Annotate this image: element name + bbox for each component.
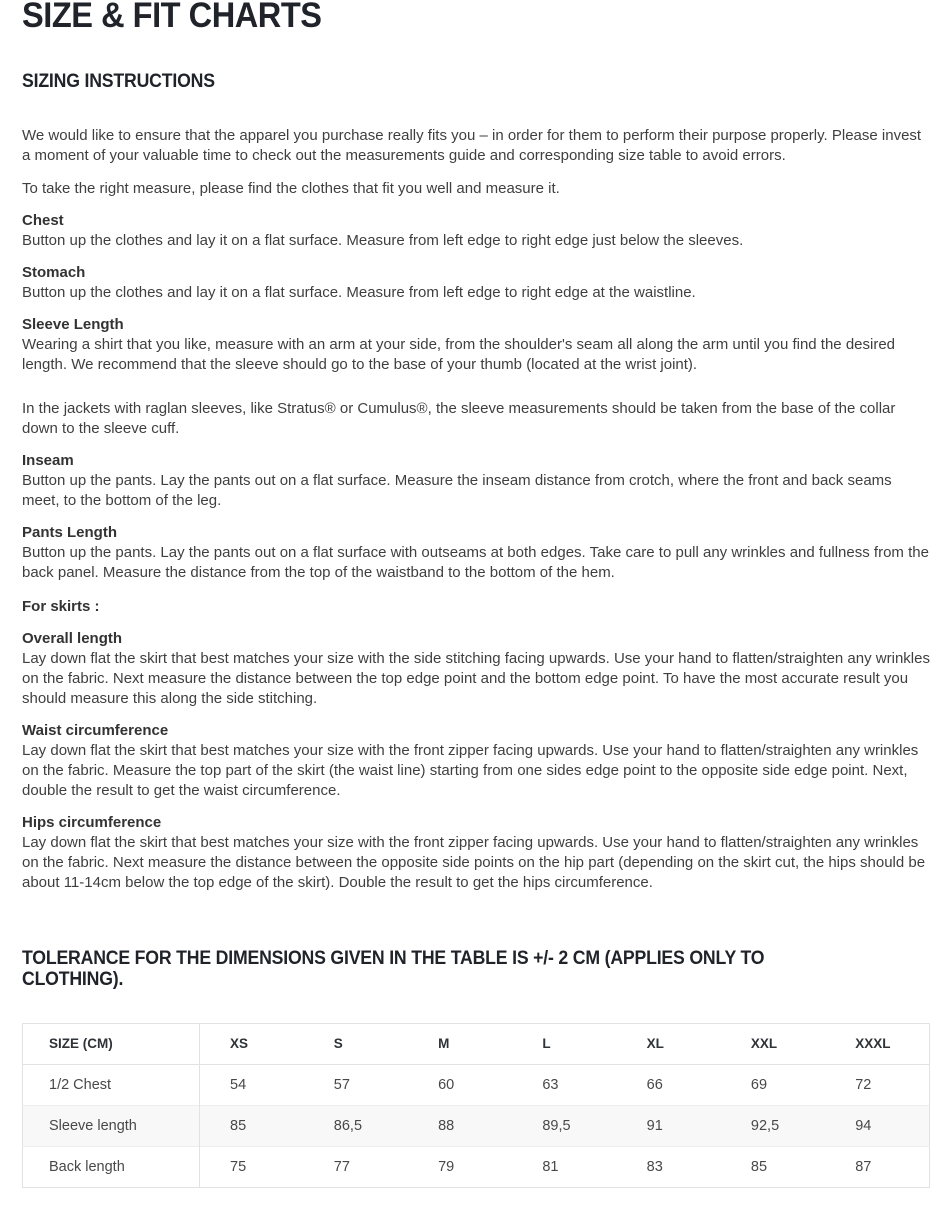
measure-text-hips-circumference: Lay down flat the skirt that best matches your size with the front zipper facing upwards. Use your hand to flatten/straighten any wrinkles on the fabric. Next measure the distance between the opposite side points on the hip part (depending on the skirt cut, the hips should be about 11-14cm below the top edge of the skirt). Double the result to get the hips circumference.: [22, 833, 926, 891]
cell-half-chest-s: 57: [333, 1076, 350, 1093]
cell-half-chest-xxxl: 72: [855, 1076, 872, 1093]
cell-sleeve-length-s: 86,5: [333, 1117, 363, 1134]
row-label-sleeve-length: Sleeve length: [23, 1105, 200, 1146]
table-row-sleeve-length: [23, 1105, 930, 1146]
cell-back-length-xxl: 85: [750, 1158, 768, 1175]
cell-back-length-m: 79: [438, 1158, 455, 1175]
measure-label-waist-circumference: Waist circumference: [22, 721, 169, 739]
measure-text-stomach: Button up the clothes and lay it on a flat surface. Measure from left edge to right edge at the waistline.: [22, 283, 696, 301]
intro-paragraph-1: We would like to ensure that the apparel you purchase really fits you – in order for them to perform their purpose properly. Please invest a moment of your valuable time to check out the measurements guide and corresponding size table to avoid errors.: [22, 126, 922, 164]
size-table-body: [23, 1064, 930, 1187]
size-table: [22, 1023, 930, 1188]
column-header-size-cm: SIZE (CM): [23, 1023, 200, 1064]
cell-back-length-xs: 75: [230, 1158, 247, 1175]
measure-block-stomach: [22, 263, 930, 303]
cell-half-chest-m: 60: [438, 1076, 455, 1093]
column-header-xl: XL: [646, 1036, 664, 1052]
measure-block-hips-circumference: [22, 813, 930, 893]
measure-text-inseam: Button up the pants. Lay the pants out on a flat surface. Measure the inseam distance from crotch, where the front and back seams meet, to the bottom of the leg.: [22, 471, 892, 509]
table-row-half-chest: [23, 1064, 930, 1105]
row-label-back-length: Back length: [23, 1146, 200, 1187]
column-header-xxl: XXL: [750, 1036, 778, 1052]
size-table-header: [23, 1023, 930, 1064]
measure-block-sleeve-length: [22, 315, 930, 375]
column-header-l: L: [542, 1036, 551, 1052]
measure-label-inseam: Inseam: [22, 451, 74, 469]
measure-text-chest: Button up the clothes and lay it on a flat surface. Measure from left edge to right edge just below the sleeves.: [22, 231, 744, 249]
sizing-instructions-heading: SIZING INSTRUCTIONS: [22, 71, 215, 92]
cell-half-chest-xs: 54: [230, 1076, 247, 1093]
cell-back-length-l: 81: [542, 1158, 559, 1175]
cell-half-chest-xxl: 69: [750, 1076, 768, 1093]
column-header-s: S: [333, 1036, 343, 1052]
measure-block-overall-length: [22, 629, 930, 709]
cell-back-length-xl: 83: [646, 1158, 663, 1175]
measure-text-sleeve-length: Wearing a shirt that you like, measure with an arm at your side, from the shoulder's seam all along the arm until you find the desired length. We recommend that the sleeve should go to the base of your thumb (located at the wrist joint).: [22, 335, 896, 373]
measure-block-chest: [22, 211, 930, 251]
skirts-section-label: For skirts :: [22, 597, 100, 615]
raglan-sleeves-note: In the jackets with raglan sleeves, like Stratus® or Cumulus®, the sleeve measurements should be taken from the base of the collar down to the sleeve cuff.: [22, 399, 896, 437]
tolerance-heading: TOLERANCE FOR THE DIMENSIONS GIVEN IN THE TABLE IS +/- 2 CM (APPLIES ONLY TO CLOTHING).: [22, 947, 765, 990]
cell-sleeve-length-xxxl: 94: [855, 1117, 872, 1134]
column-header-xxxl: XXXL: [855, 1036, 891, 1052]
cell-sleeve-length-l: 89,5: [542, 1117, 571, 1134]
measure-label-chest: Chest: [22, 211, 64, 229]
cell-half-chest-l: 63: [542, 1076, 559, 1093]
sizing-instructions-section: [22, 72, 930, 893]
row-label-half-chest: 1/2 Chest: [23, 1064, 200, 1105]
table-row-back-length: [23, 1146, 930, 1187]
measure-label-hips-circumference: Hips circumference: [22, 813, 162, 831]
size-table-header-row: [23, 1023, 930, 1064]
cell-back-length-xxxl: 87: [855, 1158, 872, 1175]
measure-label-stomach: Stomach: [22, 263, 86, 281]
cell-sleeve-length-xl: 91: [646, 1117, 663, 1134]
measure-text-overall-length: Lay down flat the skirt that best matches your size with the side stitching facing upwards. Use your hand to flatten/straighten any wrinkles on the fabric. Next measure the distance between the top edge point and the bottom edge point. To have the most accurate result you should measure this along the side stitching.: [22, 649, 930, 707]
cell-back-length-s: 77: [333, 1158, 350, 1175]
measure-text-pants-length: Button up the pants. Lay the pants out on a flat surface with outseams at both edges. Take care to pull any wrinkles and fullness from the back panel. Measure the distance from the top of the waistband to the bottom of the hem.: [22, 543, 929, 581]
measure-label-sleeve-length: Sleeve Length: [22, 315, 124, 333]
measure-block-waist-circumference: [22, 721, 930, 801]
column-header-m: M: [438, 1036, 450, 1052]
measure-label-pants-length: Pants Length: [22, 523, 118, 541]
measure-block-inseam: [22, 451, 930, 511]
page-title: SIZE & FIT CHARTS: [22, 0, 322, 35]
measure-text-waist-circumference: Lay down flat the skirt that best matches your size with the front zipper facing upwards. Use your hand to flatten/straighten any wrinkles on the fabric. Measure the top part of the skirt (the waist line) starting from one sides edge point to the opposite side edge point. Next, double the result to get the waist circumference.: [22, 741, 919, 799]
cell-half-chest-xl: 66: [646, 1076, 663, 1093]
cell-sleeve-length-xs: 85: [230, 1117, 247, 1134]
measure-block-pants-length: [22, 523, 930, 583]
cell-sleeve-length-xxl: 92,5: [750, 1117, 780, 1134]
intro-paragraph-2: To take the right measure, please find the clothes that fit you well and measure it.: [22, 179, 560, 197]
column-header-xs: XS: [230, 1036, 249, 1052]
cell-sleeve-length-m: 88: [438, 1117, 455, 1134]
measure-label-overall-length: Overall length: [22, 629, 123, 647]
